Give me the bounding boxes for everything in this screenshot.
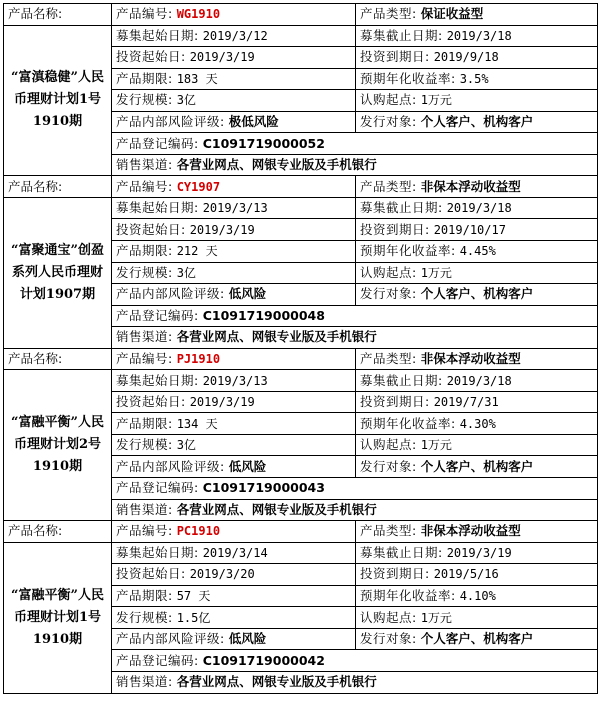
field-target bbox=[356, 628, 598, 650]
field-min-amount bbox=[356, 607, 598, 629]
field-label: 发行对象: bbox=[360, 458, 417, 474]
field-label: 募集截止日期: bbox=[360, 544, 443, 560]
field-scale bbox=[112, 607, 356, 629]
field-type bbox=[356, 348, 598, 370]
field-value: 非保本浮动收益型 bbox=[420, 178, 521, 194]
field-label: 产品内部风险评级: bbox=[116, 458, 225, 474]
field-value: 2019/3/19 bbox=[189, 50, 255, 65]
field-invest-start bbox=[112, 564, 356, 586]
field-value: C1091719000042 bbox=[202, 652, 325, 668]
field-invest-end bbox=[356, 391, 598, 413]
field-risk bbox=[112, 628, 356, 650]
field-label: 发行对象: bbox=[360, 114, 417, 129]
field-label: 投资到期日: bbox=[360, 566, 430, 582]
product-title: “富聚通宝”创盈系列人民币理财计划1907期 bbox=[4, 197, 112, 348]
field-value: 4.45% bbox=[459, 244, 496, 259]
field-invest-start bbox=[112, 391, 356, 413]
field-type bbox=[356, 4, 598, 26]
field-type bbox=[356, 521, 598, 543]
field-value: 个人客户、机构客户 bbox=[420, 631, 534, 647]
field-raise-start bbox=[112, 197, 356, 219]
field-value: 3亿 bbox=[176, 265, 196, 280]
field-label: 发行规模: bbox=[116, 437, 173, 453]
field-value: PJ1910 bbox=[176, 352, 221, 367]
field-label: 产品期限: bbox=[116, 70, 173, 86]
field-channels bbox=[112, 327, 598, 349]
field-label: 投资起始日: bbox=[116, 49, 186, 65]
field-value: 2019/3/12 bbox=[202, 28, 268, 43]
field-value: 保证收益型 bbox=[420, 6, 484, 22]
field-value: C1091719000052 bbox=[202, 135, 325, 151]
field-value: 1万元 bbox=[420, 93, 452, 108]
field-target bbox=[356, 456, 598, 478]
field-value: 2019/3/20 bbox=[189, 567, 255, 582]
field-label: 产品登记编码: bbox=[116, 135, 199, 151]
field-label: 产品编号: bbox=[116, 351, 173, 367]
field-value: 4.10% bbox=[459, 589, 496, 604]
field-value: 2019/3/18 bbox=[446, 28, 512, 43]
field-value: 2019/3/14 bbox=[202, 545, 268, 560]
product-row bbox=[4, 370, 598, 392]
field-label: 产品类型: bbox=[360, 6, 417, 22]
field-label: 产品内部风险评级: bbox=[116, 631, 225, 647]
product-name-label: 产品名称: bbox=[4, 4, 112, 26]
field-value: 低风险 bbox=[228, 286, 267, 302]
field-label: 产品登记编码: bbox=[116, 480, 199, 496]
field-raise-end bbox=[356, 542, 598, 564]
field-raise-end bbox=[356, 370, 598, 392]
field-value: 4.30% bbox=[459, 416, 496, 431]
field-code bbox=[112, 348, 356, 370]
field-reg-code bbox=[112, 133, 598, 155]
field-term bbox=[112, 413, 356, 435]
product-row bbox=[4, 25, 598, 47]
field-value: 各营业网点、网银专业版及手机银行 bbox=[176, 501, 377, 517]
field-term bbox=[112, 585, 356, 607]
field-value: 2019/10/17 bbox=[433, 222, 506, 237]
field-min-amount bbox=[356, 434, 598, 456]
field-code bbox=[112, 4, 356, 26]
product-name-label: 产品名称: bbox=[4, 521, 112, 543]
field-value: 2019/3/19 bbox=[189, 222, 255, 237]
field-label: 发行规模: bbox=[116, 264, 173, 280]
field-value: 各营业网点、网银专业版及手机银行 bbox=[176, 329, 377, 345]
field-label: 认购起点: bbox=[360, 609, 417, 625]
field-type bbox=[356, 176, 598, 198]
field-label: 预期年化收益率: bbox=[360, 588, 456, 604]
field-value: 134 天 bbox=[176, 416, 218, 431]
field-raise-start bbox=[112, 25, 356, 47]
field-label: 投资起始日: bbox=[116, 566, 186, 582]
field-value: 2019/9/18 bbox=[433, 50, 499, 65]
field-label: 产品内部风险评级: bbox=[116, 114, 225, 129]
field-risk bbox=[112, 456, 356, 478]
field-code bbox=[112, 176, 356, 198]
field-value: 非保本浮动收益型 bbox=[420, 351, 521, 367]
field-term bbox=[112, 241, 356, 263]
field-value: 非保本浮动收益型 bbox=[420, 523, 521, 539]
field-value: C1091719000048 bbox=[202, 307, 325, 323]
field-reg-code bbox=[112, 650, 598, 672]
field-label: 募集截止日期: bbox=[360, 27, 443, 43]
field-label: 产品内部风险评级: bbox=[116, 286, 225, 302]
product-title: “富融平衡”人民币理财计划1号1910期 bbox=[4, 542, 112, 693]
field-risk bbox=[112, 284, 356, 306]
field-scale bbox=[112, 262, 356, 284]
product-row bbox=[4, 197, 598, 219]
field-label: 募集起始日期: bbox=[116, 372, 199, 388]
field-label: 产品期限: bbox=[116, 588, 173, 604]
field-target bbox=[356, 111, 598, 133]
field-value: CY1907 bbox=[176, 179, 221, 194]
field-label: 募集截止日期: bbox=[360, 372, 443, 388]
field-scale bbox=[112, 434, 356, 456]
field-value: 2019/3/13 bbox=[202, 201, 268, 216]
field-value: 各营业网点、网银专业版及手机银行 bbox=[176, 157, 377, 173]
product-row bbox=[4, 4, 598, 26]
field-label: 预期年化收益率: bbox=[360, 243, 456, 259]
field-value: 低风险 bbox=[228, 458, 267, 474]
field-yield bbox=[356, 68, 598, 90]
field-value: 3.5% bbox=[459, 71, 489, 86]
field-value: 2019/3/18 bbox=[446, 201, 512, 216]
product-title: “富滇稳健”人民币理财计划1号1910期 bbox=[4, 25, 112, 176]
field-reg-code bbox=[112, 305, 598, 327]
field-label: 投资起始日: bbox=[116, 221, 186, 237]
field-min-amount bbox=[356, 90, 598, 112]
field-label: 产品登记编码: bbox=[116, 307, 199, 323]
field-value: 2019/3/18 bbox=[446, 373, 512, 388]
field-value: 1万元 bbox=[420, 265, 452, 280]
field-scale bbox=[112, 90, 356, 112]
field-label: 募集截止日期: bbox=[360, 200, 443, 216]
product-row bbox=[4, 542, 598, 564]
field-label: 发行对象: bbox=[360, 631, 417, 647]
field-label: 销售渠道: bbox=[116, 674, 173, 690]
field-target bbox=[356, 284, 598, 306]
field-label: 产品期限: bbox=[116, 243, 173, 259]
field-value: 183 天 bbox=[176, 71, 218, 86]
field-label: 发行规模: bbox=[116, 609, 173, 625]
field-label: 产品类型: bbox=[360, 351, 417, 367]
field-value: 1万元 bbox=[420, 438, 452, 453]
field-label: 投资到期日: bbox=[360, 221, 430, 237]
field-yield bbox=[356, 413, 598, 435]
field-label: 产品类型: bbox=[360, 178, 417, 194]
product-name-label: 产品名称: bbox=[4, 348, 112, 370]
field-invest-end bbox=[356, 47, 598, 69]
field-label: 募集起始日期: bbox=[116, 27, 199, 43]
field-value: PC1910 bbox=[176, 524, 221, 539]
field-value: 2019/3/13 bbox=[202, 373, 268, 388]
field-min-amount bbox=[356, 262, 598, 284]
field-value: 各营业网点、网银专业版及手机银行 bbox=[176, 674, 377, 690]
field-value: C1091719000043 bbox=[202, 480, 325, 496]
field-channels bbox=[112, 154, 598, 176]
field-value: 212 天 bbox=[176, 244, 218, 259]
field-value: 57 天 bbox=[176, 589, 211, 604]
field-yield bbox=[356, 241, 598, 263]
field-value: 个人客户、机构客户 bbox=[420, 286, 534, 302]
field-label: 产品编号: bbox=[116, 178, 173, 194]
field-label: 产品编号: bbox=[116, 6, 173, 22]
product-row bbox=[4, 521, 598, 543]
field-reg-code bbox=[112, 478, 598, 500]
field-risk bbox=[112, 111, 356, 133]
field-code bbox=[112, 521, 356, 543]
field-label: 销售渠道: bbox=[116, 329, 173, 345]
field-label: 产品登记编码: bbox=[116, 652, 199, 668]
product-name-label: 产品名称: bbox=[4, 176, 112, 198]
field-label: 认购起点: bbox=[360, 264, 417, 280]
field-value: 2019/3/19 bbox=[446, 545, 512, 560]
field-invest-end bbox=[356, 219, 598, 241]
field-value: 个人客户、机构客户 bbox=[420, 458, 534, 474]
field-value: 2019/5/16 bbox=[433, 567, 499, 582]
field-label: 产品类型: bbox=[360, 523, 417, 539]
field-value: 3亿 bbox=[176, 93, 196, 108]
field-value: 个人客户、机构客户 bbox=[420, 114, 534, 129]
products-table-body bbox=[4, 4, 598, 694]
field-value: 2019/7/31 bbox=[433, 395, 499, 410]
field-label: 产品期限: bbox=[116, 415, 173, 431]
field-invest-start bbox=[112, 47, 356, 69]
field-channels bbox=[112, 499, 598, 521]
product-row bbox=[4, 176, 598, 198]
field-value: 低风险 bbox=[228, 631, 267, 647]
field-value: 1万元 bbox=[420, 610, 452, 625]
field-invest-end bbox=[356, 564, 598, 586]
field-label: 认购起点: bbox=[360, 437, 417, 453]
product-row bbox=[4, 348, 598, 370]
products-table bbox=[3, 3, 598, 694]
field-label: 发行对象: bbox=[360, 286, 417, 302]
field-label: 预期年化收益率: bbox=[360, 415, 456, 431]
field-label: 产品编号: bbox=[116, 523, 173, 539]
field-raise-end bbox=[356, 25, 598, 47]
field-label: 认购起点: bbox=[360, 92, 417, 108]
field-value: 极低风险 bbox=[228, 114, 279, 129]
product-title: “富融平衡”人民币理财计划2号1910期 bbox=[4, 370, 112, 521]
field-value: 2019/3/19 bbox=[189, 395, 255, 410]
field-raise-start bbox=[112, 542, 356, 564]
field-channels bbox=[112, 671, 598, 693]
field-label: 发行规模: bbox=[116, 92, 173, 108]
field-label: 投资到期日: bbox=[360, 394, 430, 410]
field-label: 投资到期日: bbox=[360, 49, 430, 65]
field-term bbox=[112, 68, 356, 90]
field-label: 预期年化收益率: bbox=[360, 70, 456, 86]
field-yield bbox=[356, 585, 598, 607]
field-value: 1.5亿 bbox=[176, 610, 211, 625]
field-value: WG1910 bbox=[176, 7, 221, 22]
field-label: 销售渠道: bbox=[116, 501, 173, 517]
field-value: 3亿 bbox=[176, 438, 196, 453]
field-raise-end bbox=[356, 197, 598, 219]
field-label: 募集起始日期: bbox=[116, 544, 199, 560]
field-raise-start bbox=[112, 370, 356, 392]
field-label: 销售渠道: bbox=[116, 157, 173, 173]
field-label: 投资起始日: bbox=[116, 394, 186, 410]
field-label: 募集起始日期: bbox=[116, 200, 199, 216]
field-invest-start bbox=[112, 219, 356, 241]
